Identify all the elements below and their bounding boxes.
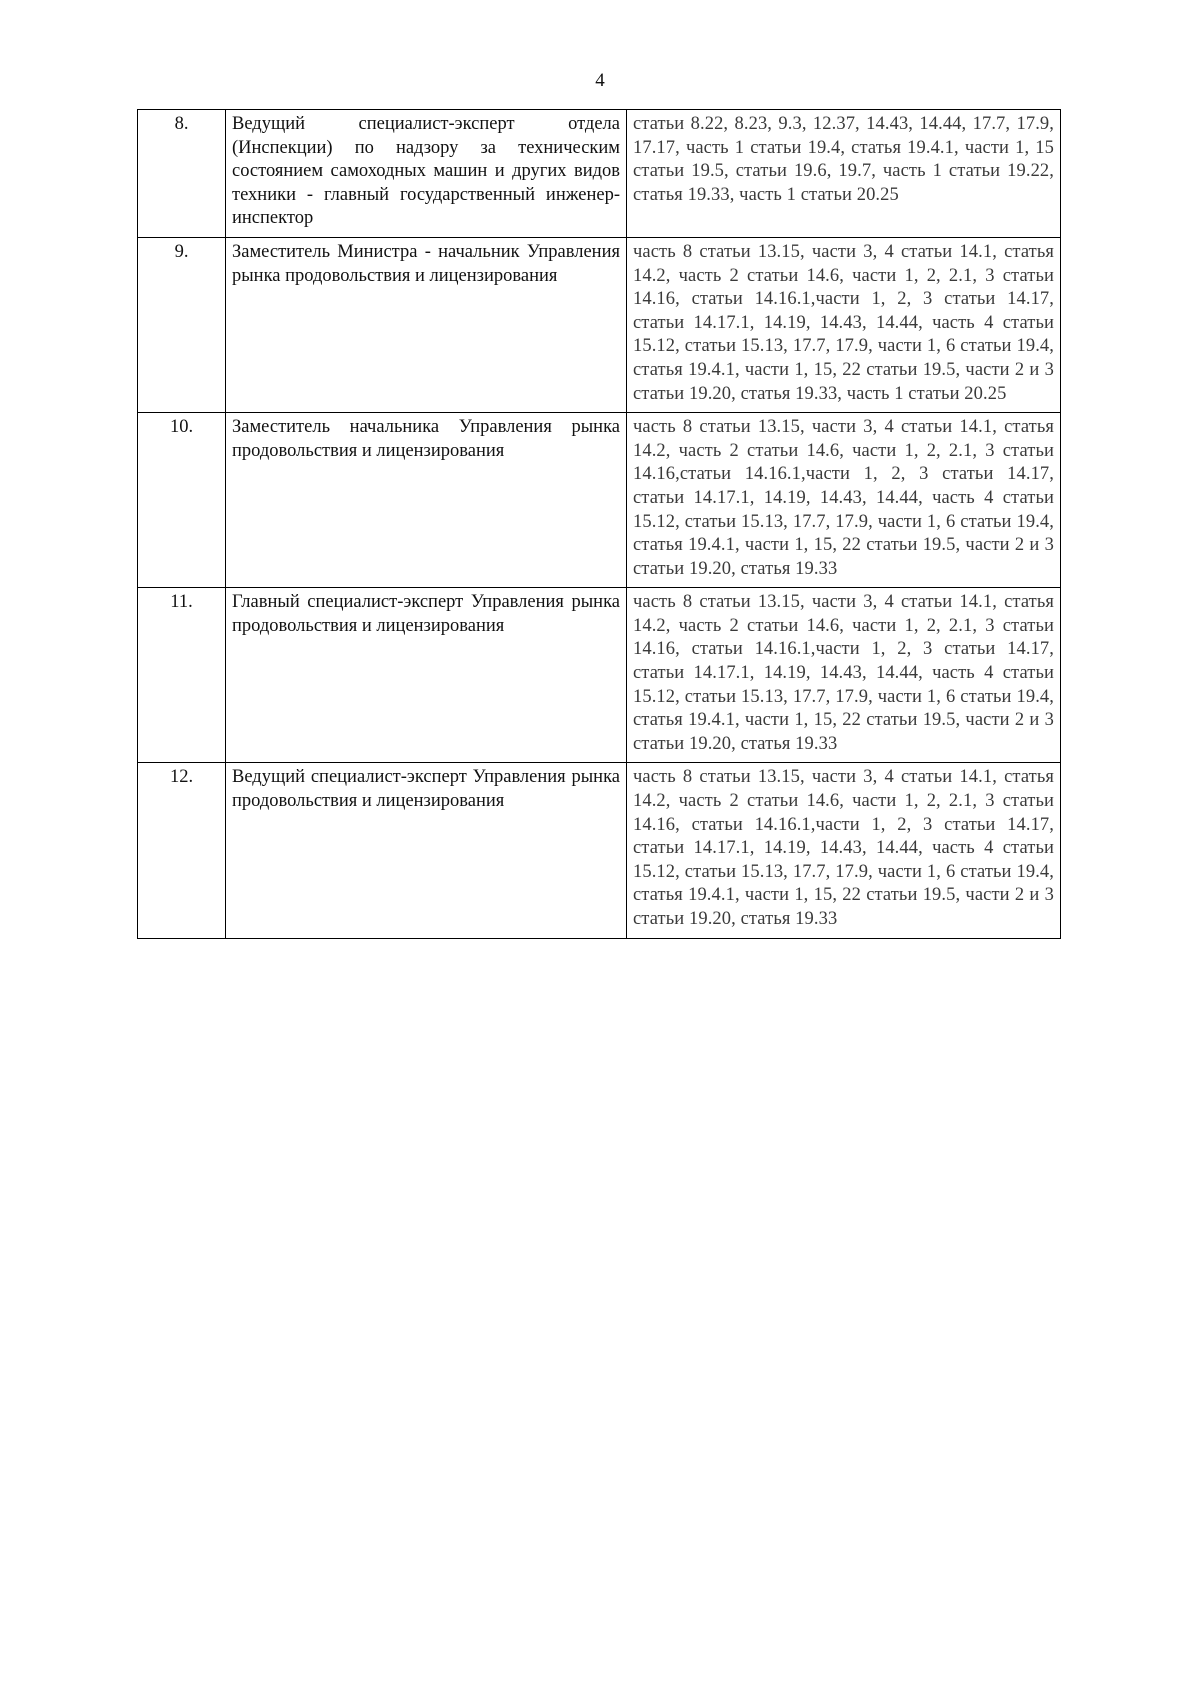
articles-list: статьи 8.22, 8.23, 9.3, 12.37, 14.43, 14.44, 17.7, 17.9, 17.17, часть 1 статьи 19.4, статья 19.4.1, части 1, 15 статьи 19.5, статьи 19.6, 19.7, часть 1 статьи 19.22, статья 19.33, часть 1 статьи 20.25 (627, 110, 1061, 238)
articles-list: часть 8 статьи 13.15, части 3, 4 статьи 14.1, статья 14.2, часть 2 статьи 14.6, части 1, 2, 2.1, 3 статьи 14.16,статьи 14.16.1,части 1, 2, 3 статьи 14.17, статьи 14.17.1, 14.19, 14.43, 14.44, часть 4 статьи 15.12, статьи 15.13, 17.7, 17.9, части 1, 6 статьи 19.4, статья 19.4.1, части 1, 15, 22 статьи 19.5, части 2 и 3 статьи 19.20, статья 19.33 (627, 413, 1061, 588)
row-number: 9. (138, 237, 226, 412)
position-title: Ведущий специалист-эксперт отдела (Инспекции) по надзору за техническим состоянием самоходных машин и других видов техники - главный государственный инженер-инспектор (226, 110, 627, 238)
articles-list: часть 8 статьи 13.15, части 3, 4 статьи 14.1, статья 14.2, часть 2 статьи 14.6, части 1, 2, 2.1, 3 статьи 14.16, статьи 14.16.1,части 1, 2, 3 статьи 14.17, статьи 14.17.1, 14.19, 14.43, 14.44, часть 4 статьи 15.12, статьи 15.13, 17.7, 17.9, части 1, 6 статьи 19.4, статья 19.4.1, части 1, 15, 22 статьи 19.5, части 2 и 3 статьи 19.20, статья 19.33, часть 1 статьи 20.25 (627, 237, 1061, 412)
row-number: 12. (138, 763, 226, 938)
position-title: Ведущий специалист-эксперт Управления рынка продовольствия и лицензирования (226, 763, 627, 938)
table-row (138, 763, 1061, 938)
position-title: Заместитель начальника Управления рынка продовольствия и лицензирования (226, 413, 627, 588)
position-title: Главный специалист-эксперт Управления рынка продовольствия и лицензирования (226, 588, 627, 763)
row-number: 8. (138, 110, 226, 238)
table-row (138, 588, 1061, 763)
table-row (138, 413, 1061, 588)
officials-table (137, 109, 1061, 939)
articles-list: часть 8 статьи 13.15, части 3, 4 статьи 14.1, статья 14.2, часть 2 статьи 14.6, части 1, 2, 2.1, 3 статьи 14.16, статьи 14.16.1,части 1, 2, 3 статьи 14.17, статьи 14.17.1, 14.19, 14.43, 14.44, часть 4 статьи 15.12, статьи 15.13, 17.7, 17.9, части 1, 6 статьи 19.4, статья 19.4.1, части 1, 15, 22 статьи 19.5, части 2 и 3 статьи 19.20, статья 19.33 (627, 763, 1061, 938)
row-number: 10. (138, 413, 226, 588)
table-row (138, 110, 1061, 238)
position-title: Заместитель Министра - начальник Управления рынка продовольствия и лицензирования (226, 237, 627, 412)
articles-list: часть 8 статьи 13.15, части 3, 4 статьи 14.1, статья 14.2, часть 2 статьи 14.6, части 1, 2, 2.1, 3 статьи 14.16, статьи 14.16.1,части 1, 2, 3 статьи 14.17, статьи 14.17.1, 14.19, 14.43, 14.44, часть 4 статьи 15.12, статьи 15.13, 17.7, 17.9, части 1, 6 статьи 19.4, статья 19.4.1, части 1, 15, 22 статьи 19.5, части 2 и 3 статьи 19.20, статья 19.33 (627, 588, 1061, 763)
row-number: 11. (138, 588, 226, 763)
page-number: 4 (595, 70, 605, 91)
table-row (138, 237, 1061, 412)
